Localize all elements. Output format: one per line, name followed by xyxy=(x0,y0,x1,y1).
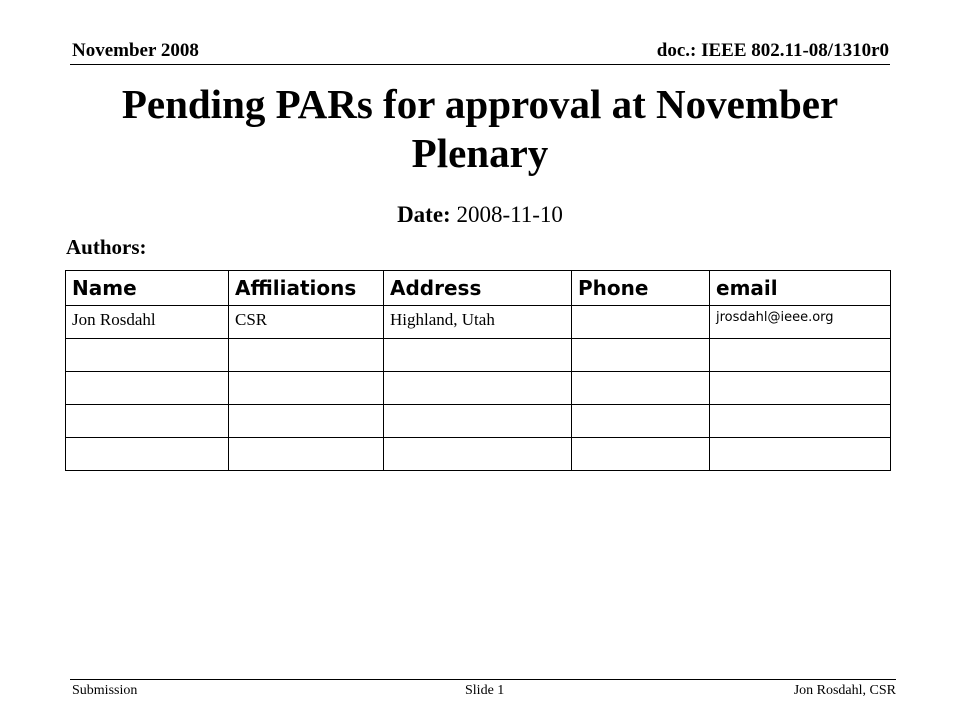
authors-table xyxy=(65,270,891,471)
cell-address xyxy=(384,438,572,471)
header-divider xyxy=(70,64,890,65)
cell-affiliation xyxy=(229,339,384,372)
cell-address xyxy=(384,405,572,438)
cell-email: jrosdahl@ieee.org xyxy=(710,306,891,339)
cell-name xyxy=(66,405,229,438)
slide-title: Pending PARs for approval at November Plenary xyxy=(121,81,839,176)
cell-address: Highland, Utah xyxy=(384,306,572,339)
header-doc-id: doc.: IEEE 802.11-08/1310r0 xyxy=(656,40,889,61)
cell-email xyxy=(710,339,891,372)
column-header-phone: Phone xyxy=(572,271,710,306)
table-row xyxy=(66,306,891,339)
column-header-email: email xyxy=(710,271,891,306)
cell-address xyxy=(384,372,572,405)
cell-phone xyxy=(572,405,710,438)
column-header-name: Name xyxy=(66,271,229,306)
table-row xyxy=(66,372,891,405)
table-header-row xyxy=(66,271,891,306)
cell-phone xyxy=(572,438,710,471)
cell-phone xyxy=(572,372,710,405)
cell-affiliation xyxy=(229,405,384,438)
column-header-affiliations: Affiliations xyxy=(229,271,384,306)
date-label: Date: xyxy=(397,202,451,227)
cell-address xyxy=(384,339,572,372)
table-row xyxy=(66,438,891,471)
authors-label: Authors: xyxy=(66,235,147,259)
cell-name xyxy=(66,372,229,405)
header-date: November 2008 xyxy=(72,40,199,61)
cell-affiliation xyxy=(229,372,384,405)
cell-email xyxy=(710,405,891,438)
table-row xyxy=(66,339,891,372)
date-value: 2008-11-10 xyxy=(456,202,563,227)
cell-affiliation xyxy=(229,438,384,471)
footer-author: Jon Rosdahl, CSR xyxy=(793,683,896,698)
cell-name: Jon Rosdahl xyxy=(66,306,229,339)
cell-phone xyxy=(572,306,710,339)
date-line xyxy=(0,201,960,229)
footer-submission: Submission xyxy=(72,683,138,698)
cell-name xyxy=(66,339,229,372)
cell-affiliation: CSR xyxy=(229,306,384,339)
cell-email xyxy=(710,438,891,471)
cell-name xyxy=(66,438,229,471)
cell-email xyxy=(710,372,891,405)
table-row xyxy=(66,405,891,438)
footer-divider xyxy=(70,679,896,680)
footer-slide-number: Slide 1 xyxy=(465,683,505,698)
column-header-address: Address xyxy=(384,271,572,306)
cell-phone xyxy=(572,339,710,372)
